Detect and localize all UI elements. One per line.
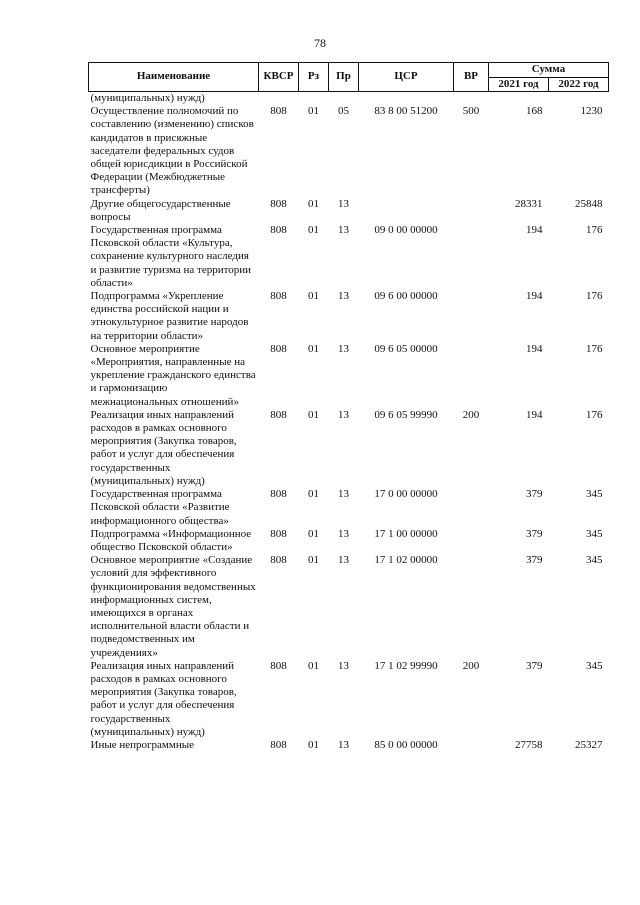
cell-s2022: 1230 <box>580 105 603 118</box>
cell-s2022: 345 <box>586 527 603 540</box>
cell-s2022: 345 <box>586 554 603 567</box>
cell-s2022: 176 <box>586 224 603 237</box>
cell-rz: 01 <box>308 197 319 210</box>
cell-vr <box>454 290 489 343</box>
cell-name: Иные непрограммные <box>90 738 194 751</box>
cell-vr <box>454 488 489 528</box>
cell-pr <box>329 92 359 106</box>
cell-vr: 200 <box>462 408 480 421</box>
table-row <box>89 554 609 660</box>
cell-name: Подпрограмма «Укрепление единства российской нации и этнокультурное развитие народов на территории области» <box>90 290 249 342</box>
page-number: 78 <box>314 36 326 50</box>
header-rz: Рз <box>299 63 329 92</box>
cell-pr: 13 <box>338 408 349 421</box>
cell-s2021: 28331 <box>515 197 543 210</box>
cell-s2021: 168 <box>526 105 543 118</box>
table-row <box>89 290 609 343</box>
cell-s2021: 379 <box>526 659 543 672</box>
cell-rz: 01 <box>308 290 319 303</box>
cell-kvsr: 808 <box>270 659 287 672</box>
cell-kvsr: 808 <box>270 197 287 210</box>
cell-rz: 01 <box>308 105 319 118</box>
cell-vr <box>454 739 489 752</box>
cell-s2022: 345 <box>586 659 603 672</box>
cell-rz: 01 <box>308 554 319 567</box>
cell-s2021: 27758 <box>515 738 543 751</box>
cell-vr <box>454 92 489 106</box>
cell-s2021: 379 <box>526 527 543 540</box>
cell-csr: 09 0 00 00000 <box>374 224 438 237</box>
cell-s2021: 194 <box>526 224 543 237</box>
cell-s2022: 25848 <box>575 197 603 210</box>
cell-kvsr: 808 <box>270 488 287 501</box>
cell-csr <box>359 198 454 224</box>
cell-csr: 17 1 00 00000 <box>374 527 438 540</box>
header-kvsr: КВСР <box>259 63 299 92</box>
cell-kvsr: 808 <box>270 290 287 303</box>
cell-s2021: 379 <box>526 488 543 501</box>
cell-s2022: 25327 <box>575 738 603 751</box>
cell-csr: 09 6 00 00000 <box>374 290 438 303</box>
cell-s2022: 176 <box>586 290 603 303</box>
cell-s2021: 379 <box>526 554 543 567</box>
cell-name: (муниципальных) нужд) <box>90 92 205 104</box>
cell-name: Реализация иных направлений расходов в рамках основного мероприятия (Закупка товаров, работ и услуг для обеспечения государственных (муниципальных) нужд) <box>90 408 237 487</box>
cell-name: Реализация иных направлений расходов в рамках основного мероприятия (Закупка товаров, работ и услуг для обеспечения государственных (муниципальных) нужд) <box>90 659 237 738</box>
cell-pr: 13 <box>338 738 349 751</box>
cell-csr: 85 0 00 00000 <box>374 738 438 751</box>
cell-csr: 83 8 00 51200 <box>374 105 438 118</box>
cell-vr: 500 <box>462 105 480 118</box>
cell-pr: 05 <box>338 105 349 118</box>
cell-pr: 13 <box>338 224 349 237</box>
table-row <box>89 488 609 528</box>
cell-s2022: 176 <box>586 408 603 421</box>
cell-kvsr: 808 <box>270 105 287 118</box>
cell-rz: 01 <box>308 659 319 672</box>
header-csr: ЦСР <box>359 63 454 92</box>
cell-rz: 01 <box>308 408 319 421</box>
cell-kvsr: 808 <box>270 527 287 540</box>
table-row <box>89 105 609 197</box>
cell-name: Осуществление полномочий по составлению (изменению) списков кандидатов в присяжные заседатели федеральных судов общей юрисдикции в Российской Федерации (Межбюджетные трансферты) <box>90 105 254 197</box>
cell-vr <box>454 224 489 290</box>
table-row <box>89 224 609 290</box>
table-row <box>89 198 609 224</box>
cell-pr: 13 <box>338 527 349 540</box>
cell-csr: 17 1 02 00000 <box>374 554 438 567</box>
cell-kvsr: 808 <box>270 224 287 237</box>
header-name: Наименование <box>89 63 259 92</box>
cell-vr <box>454 554 489 660</box>
cell-pr: 13 <box>338 554 349 567</box>
cell-csr: 09 6 05 99990 <box>374 408 438 421</box>
table-row <box>89 660 609 739</box>
header-sum: Сумма <box>489 63 609 78</box>
cell-pr: 13 <box>338 488 349 501</box>
cell-name: Основное мероприятие «Мероприятия, направленные на укрепление гражданского единства и гармонизацию межнациональных отношений» <box>90 342 256 408</box>
cell-name: Государственная программа Псковской области «Культура, сохранение культурного наследия и развитие туризма на территории области» <box>90 224 252 289</box>
header-pr: Пр <box>329 63 359 92</box>
cell-s2022 <box>549 92 609 106</box>
table-row <box>89 92 609 106</box>
cell-vr: 200 <box>462 659 480 672</box>
table-row <box>89 343 609 409</box>
cell-rz: 01 <box>308 342 319 355</box>
cell-s2021 <box>489 92 549 106</box>
table-body <box>89 92 609 753</box>
table-row <box>89 409 609 488</box>
cell-csr: 17 1 02 99990 <box>374 659 438 672</box>
cell-rz <box>299 92 329 106</box>
table-row <box>89 528 609 554</box>
cell-s2021: 194 <box>526 342 543 355</box>
cell-kvsr: 808 <box>270 342 287 355</box>
cell-kvsr: 808 <box>270 738 287 751</box>
cell-pr: 13 <box>338 342 349 355</box>
cell-kvsr: 808 <box>270 554 287 567</box>
cell-pr: 13 <box>338 659 349 672</box>
header-year-2022: 2022 год <box>549 77 609 92</box>
cell-rz: 01 <box>308 738 319 751</box>
cell-kvsr: 808 <box>270 408 287 421</box>
cell-name: Государственная программа Псковской области «Развитие информационного общества» <box>90 488 230 527</box>
cell-rz: 01 <box>308 527 319 540</box>
cell-vr <box>454 343 489 409</box>
cell-name: Основное мероприятие «Создание условий для эффективного функционирования ведомственных информационных систем, имеющихся в органах исполнительной власти области и подведомственных им учреждениях» <box>90 554 256 659</box>
cell-name: Другие общегосударственные вопросы <box>90 197 231 223</box>
cell-pr: 13 <box>338 197 349 210</box>
cell-csr: 17 0 00 00000 <box>374 488 438 501</box>
budget-table <box>88 62 609 752</box>
cell-rz: 01 <box>308 224 319 237</box>
cell-kvsr <box>259 92 299 106</box>
cell-pr: 13 <box>338 290 349 303</box>
header-year-2021: 2021 год <box>489 77 549 92</box>
cell-csr <box>359 92 454 106</box>
table-header <box>89 63 609 92</box>
header-vr: ВР <box>454 63 489 92</box>
cell-name: Подпрограмма «Информационное общество Псковской области» <box>90 527 252 553</box>
cell-rz: 01 <box>308 488 319 501</box>
cell-vr <box>454 528 489 554</box>
cell-vr <box>454 198 489 224</box>
cell-s2022: 176 <box>586 342 603 355</box>
cell-s2021: 194 <box>526 408 543 421</box>
cell-s2021: 194 <box>526 290 543 303</box>
cell-csr: 09 6 05 00000 <box>374 342 438 355</box>
table-row <box>89 739 609 752</box>
cell-s2022: 345 <box>586 488 603 501</box>
